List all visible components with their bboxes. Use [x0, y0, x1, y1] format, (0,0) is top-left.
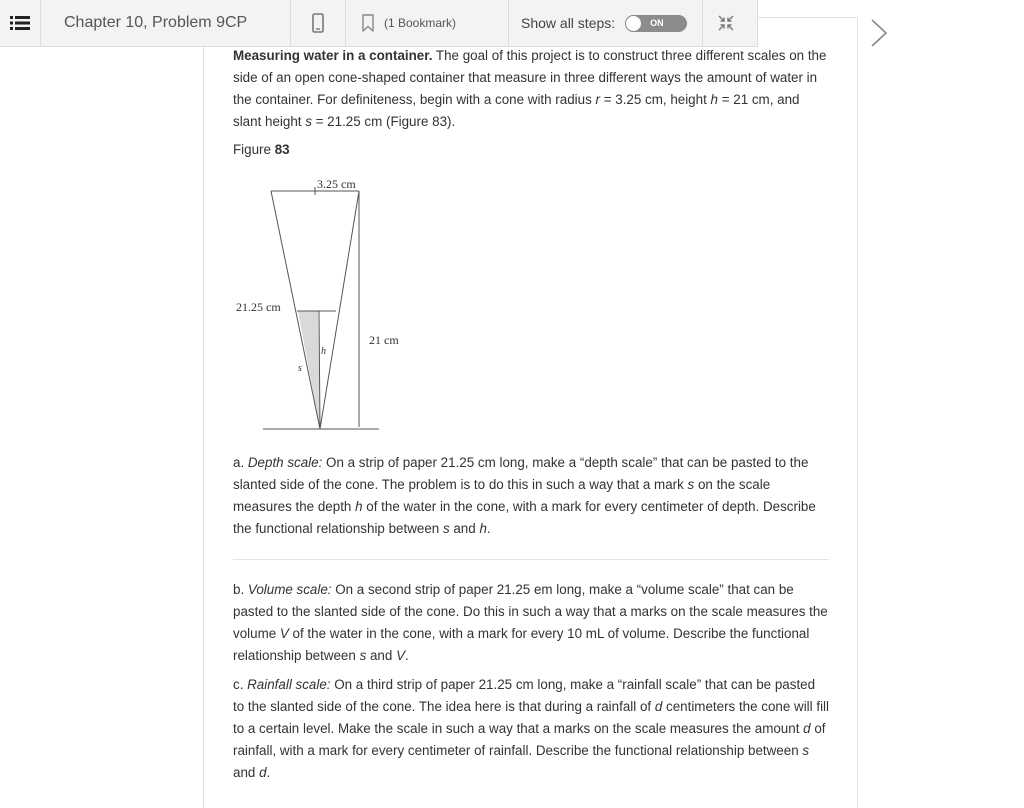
device-view-button[interactable]: [291, 0, 346, 46]
part-b-var-s: s: [359, 648, 367, 663]
intro-text-3: = 21 cm, and slant height: [233, 92, 800, 129]
part-c-var-d: d: [654, 699, 663, 714]
part-b-var-v: V: [279, 626, 289, 641]
part-c: [233, 674, 829, 784]
var-h: h: [710, 92, 718, 107]
part-c-text-5: .: [266, 765, 271, 780]
show-all-steps-toggle[interactable]: [625, 15, 687, 32]
figure-h-label: h: [321, 346, 326, 357]
part-a-var-h: h: [355, 499, 363, 514]
section-divider: [233, 559, 829, 560]
part-a-text-4: and: [449, 521, 480, 536]
part-b-prefix: b.: [233, 582, 248, 597]
problem-content: [233, 45, 829, 784]
problem-title: Measuring water in a container.: [233, 48, 433, 63]
show-all-steps-label: Show all steps:: [521, 15, 616, 31]
part-a: [233, 452, 829, 540]
figure-s-label: s: [298, 363, 302, 374]
part-c-text-3: of rainfall, with a mark for every centimeter of rainfall. Describe the functional relationship between: [233, 721, 826, 758]
list-icon: [10, 15, 30, 31]
part-a-var-h2: h: [479, 521, 487, 536]
part-c-var-s: s: [802, 743, 810, 758]
bookmark-icon: [362, 14, 374, 32]
part-a-text-1: On a strip of paper 21.25 cm long, make a “depth scale” that can be pasted to the slanted side of the cone. The problem is to do this in such a way that a mark: [233, 455, 809, 492]
toggle-knob: [625, 15, 642, 32]
part-c-text-4: and: [233, 765, 260, 780]
bookmark-count: (1 Bookmark): [384, 16, 457, 30]
part-b-name: Volume scale:: [247, 582, 332, 597]
figure-radius-label: 3.25 cm: [317, 177, 356, 191]
part-a-var-s: s: [687, 477, 695, 492]
intro-text-2: = 3.25 cm, height: [599, 92, 711, 107]
phone-icon: [312, 13, 324, 33]
part-b-text-1: On a second strip of paper 21.25 em long, make a “volume scale” that can be pasted to the slanted side of the cone. Do this in such a way that a marks on the scale measures the volume: [233, 582, 828, 641]
toggle-state: ON: [650, 17, 664, 28]
collapse-button[interactable]: [703, 0, 748, 46]
part-c-prefix: c.: [233, 677, 248, 692]
toolbar: [0, 0, 758, 47]
var-s: s: [305, 114, 312, 129]
part-c-var-d3: d: [259, 765, 267, 780]
part-b-text-3: and: [366, 648, 397, 663]
chapter-title: Chapter 10, Problem 9CP: [41, 0, 291, 46]
part-a-var-s2: s: [442, 521, 450, 536]
chevron-right-icon[interactable]: [866, 16, 892, 50]
part-b-text-2: of the water in the cone, with a mark for every 10 mL of volume. Describe the functional relationship between: [233, 626, 810, 663]
problem-intro: [233, 45, 829, 133]
collapse-icon: [718, 15, 734, 31]
part-c-text-1: On a third strip of paper 21.25 cm long, make a “rainfall scale” that can be pasted to the slanted side of the cone. The idea here is that during a rainfall of: [233, 677, 816, 714]
figure-label-text: Figure: [233, 142, 275, 157]
part-c-name: Rainfall scale:: [247, 677, 331, 692]
part-a-prefix: a.: [233, 455, 248, 470]
part-c-var-d2: d: [803, 721, 811, 736]
menu-button[interactable]: [0, 0, 41, 46]
part-a-text-5: .: [486, 521, 491, 536]
intro-text-4: = 21.25 cm (Figure 83).: [311, 114, 456, 129]
part-b-text-4: .: [405, 648, 409, 663]
bookmark-button[interactable]: [346, 0, 509, 46]
part-a-text-3: of the water in the cone, with a mark for every centimeter of depth. Describe the functional relationship between: [233, 499, 816, 536]
figure-height-label: 21 cm: [369, 333, 399, 347]
part-a-name: Depth scale:: [247, 455, 323, 470]
intro-text-1: The goal of this project is to construct three different scales on the side of an open cone-shaped container that measure in three different ways the amount of water in the container. For definiteness, begin with a cone with radius: [233, 48, 827, 107]
show-all-steps: [509, 0, 703, 46]
cone-figure: [231, 165, 431, 435]
part-b-var-v2: V: [396, 648, 405, 663]
figure-slant-label: 21.25 cm: [236, 300, 281, 314]
part-a-text-2: on the scale measures the depth: [233, 477, 771, 514]
part-c-text-2: centimeters the cone will fill to a certain level. Make the scale in such a way that a marks on the scale measures the amount: [233, 699, 829, 736]
figure-label: [233, 139, 829, 161]
part-b: [233, 579, 829, 667]
var-r: r: [595, 92, 600, 107]
figure-number: 83: [274, 142, 290, 157]
